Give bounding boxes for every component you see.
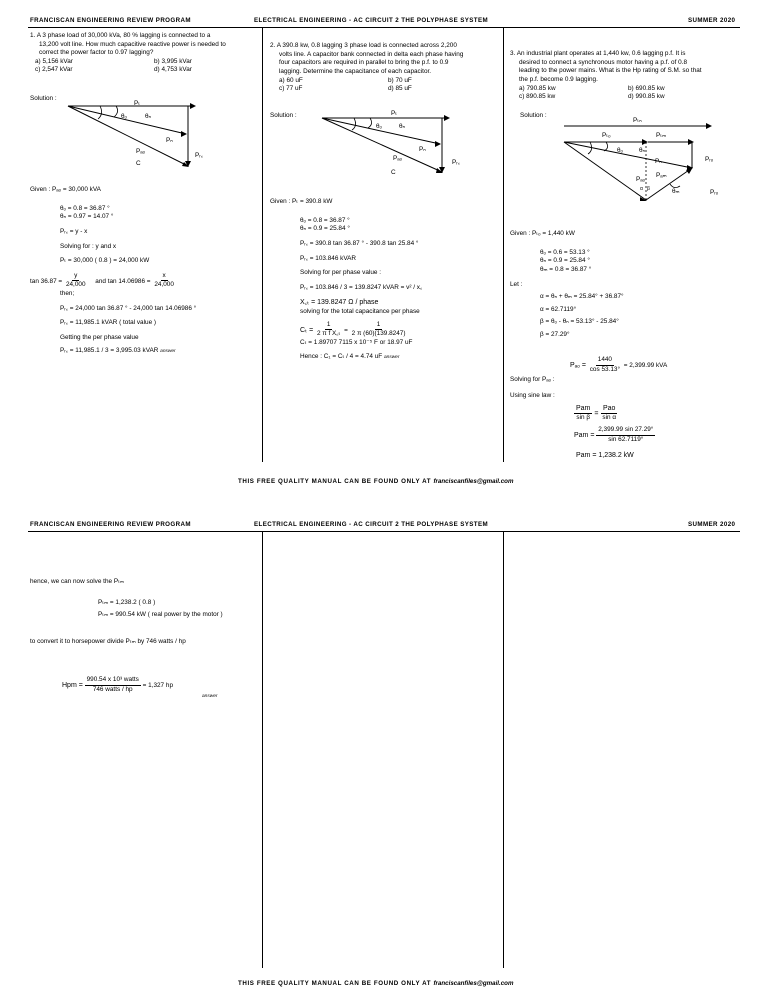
solution-label-2: Solution : — [270, 112, 297, 119]
equation-line: θₒ = 0.8 = 36.87 ° — [60, 204, 110, 212]
final-equation: Hence : C₁ = Cₜ / 4 = 4.74 uF — [300, 353, 383, 361]
diagram-label-alpha: α — [640, 186, 643, 192]
tan-equation — [30, 272, 258, 290]
denominator: 24,000 — [65, 281, 86, 289]
fraction — [350, 321, 408, 339]
equation-line: Pₜₘ = 1,238.2 ( 0.8 ) — [98, 598, 156, 606]
equation-line: Pₜₘ = 990.54 kW ( real power by the motor ) — [98, 611, 223, 619]
diagram-label-pao: Pₐₒ — [636, 176, 646, 183]
diagram-label-theta-m: θₘ — [672, 188, 680, 195]
equation-line: Pᵣ꜀ = y - x — [60, 227, 88, 235]
problem-2 — [270, 42, 498, 93]
fraction — [315, 321, 342, 339]
denominator: 2 π f X꜀ₜ — [316, 330, 341, 338]
diagram-label-pn: Pₙ — [419, 146, 426, 153]
problem-2-solution — [270, 198, 498, 362]
numerator: x — [161, 272, 168, 282]
fraction — [152, 272, 176, 290]
diagram-label-pn: Pₙ — [655, 158, 662, 165]
equation-line: Solving for : y and x — [60, 242, 117, 250]
then-line: then; — [60, 290, 75, 298]
diagram-label-theta-n: θₙ — [639, 147, 646, 154]
final-equation: Pᵣ꜀ = 11,985.1 / 3 = 3,995.03 kVAR — [60, 346, 159, 354]
equation-line: X꜀ₜ = 139.8247 Ω / phase — [300, 299, 379, 307]
cf-equals: = — [344, 326, 348, 334]
hp-result: = 1,327 hp — [142, 681, 173, 689]
problem-3 — [510, 50, 738, 101]
given-line: Given : Pₜ = 390.8 kW — [270, 198, 333, 205]
question-line: 3. An industrial plant operates at 1,440 kw, 0.6 lagging p.f. It is — [510, 50, 686, 57]
numerator: 990.54 x 10³ watts — [85, 676, 141, 686]
equation-line: θₙ = 0.9 = 25.84 ° — [540, 257, 590, 265]
equation-line: Pᵣ꜀ = 390.8 tan 36.87 ° - 390.8 tan 25.84 ° — [300, 239, 419, 247]
choice-a: a) 5,156 kVar — [35, 57, 73, 65]
cf-left: Cₜ = — [300, 326, 314, 334]
equation-line: Pᵣ꜀ = 24,000 tan 36.87 ° - 24,000 tan 14.06986 ° — [60, 304, 197, 312]
diagram-label-pao: Pₐₒ — [393, 155, 403, 162]
equation-line: θₘ = 0.8 = 36.87 ° — [540, 265, 592, 273]
column-divider-2 — [503, 28, 504, 462]
numerator: Pao — [601, 404, 617, 414]
fraction — [588, 356, 622, 374]
equation-line: θₙ = 0.9 = 25.84 ° — [300, 225, 350, 233]
equation-line: Pᵣ꜀ = 11,985.1 kVAR ( total value ) — [60, 319, 157, 327]
equation-line: θₒ = 0.8 = 36.87 ° — [300, 216, 350, 224]
question-line: lagging. Determine the capacitance of each capacitor. — [279, 67, 432, 75]
power-triangle-diagram-2 — [318, 112, 478, 182]
numerator: Pam — [574, 404, 592, 414]
numerator: 1 — [325, 321, 333, 331]
equation-line: Cₜ = 1.89707 7115 x 10⁻⁵ F or 18.97 uF — [300, 338, 413, 346]
denominator: sin β — [576, 414, 591, 422]
capacitance-equation — [270, 321, 498, 339]
choice-a: a) 790.85 kw — [519, 84, 556, 92]
question-line: volts line. A capacitor bank connected in delta each phase having — [279, 50, 464, 58]
diagram-label-theta-n: θₙ — [399, 123, 406, 130]
footer-text: THIS FREE QUALITY MANUAL CAN BE FOUND ONLY AT — [238, 478, 432, 485]
column-divider-3 — [262, 532, 263, 968]
hp-left: Hpm = — [62, 681, 83, 689]
choice-c: c) 2,547 kVar — [35, 65, 73, 73]
diagram-label-ptm: Pₜₘ — [656, 132, 667, 139]
pam-equation — [574, 426, 655, 444]
tan-left: tan 36.87 = — [30, 277, 63, 285]
answer-label: answer — [202, 694, 218, 699]
equation-line: β = θₒ - θₙ = 53.13° - 25.84° — [540, 318, 619, 326]
header-left: FRANCISCAN ENGINEERING REVIEW PROGRAM — [30, 17, 191, 24]
diagram-label-pt: Pₜ — [134, 100, 141, 107]
diagram-label-beta: β — [647, 186, 650, 192]
diagram-label-pro: Pᵣₒ — [705, 156, 714, 163]
equation-line: Pᵣ꜀ = 103.846 kVAR — [300, 254, 357, 262]
equation-line: θₙ = 0.97 = 14.07 ° — [60, 213, 114, 221]
diagram-label-pam: Pₐₘ — [656, 172, 667, 179]
choice-d: d) 85 uF — [388, 84, 412, 92]
equation-line: α = θₙ + θₘ = 25.84° + 36.87° — [540, 293, 624, 301]
header-left-2: FRANCISCAN ENGINEERING REVIEW PROGRAM — [30, 521, 191, 528]
question-line: correct the power factor to 0.97 lagging? — [39, 49, 154, 57]
solving-line: Solving for Pₐₒ : — [510, 376, 555, 383]
denominator: 2 π (60)(139.8247) — [351, 330, 406, 338]
equation-line: Pᵣ꜀ = 103.846 / 3 = 139.8247 kVAR = v² / x꜀ — [300, 283, 423, 291]
equation-line: Getting the per phase value — [60, 334, 139, 342]
fraction — [85, 676, 141, 694]
header-right: SUMMER 2020 — [688, 17, 736, 24]
equation-line: hence, we can now solve the Pₜₘ — [30, 578, 124, 585]
diagram-label-theta-n: θₙ — [145, 113, 152, 120]
question-line: the p.f. become 0.9 lagging. — [519, 75, 598, 83]
equation-line — [270, 353, 498, 362]
fraction — [574, 404, 592, 423]
given-line: Given : Pₐₒ = 30,000 kVA — [30, 186, 101, 193]
pao-result: = 2,399.99 kVA — [623, 361, 668, 369]
denominator: cos 53.13° — [589, 365, 621, 373]
pao-left: Pₐₒ = — [570, 361, 586, 369]
fraction — [64, 272, 88, 290]
diagram-label-pao: Pₐₒ — [136, 148, 146, 155]
equation-line: solving for the total capacitance per phase — [300, 307, 420, 315]
answer-label: answer — [383, 355, 400, 361]
equation-line: θₒ = 0.6 = 53.13 ° — [540, 248, 590, 256]
choice-b: b) 70 uF — [388, 76, 412, 84]
pao-equation — [570, 356, 667, 374]
fraction — [596, 426, 655, 444]
header-right-2: SUMMER 2020 — [688, 521, 736, 528]
diagram-label-pn: Pₙ — [166, 137, 173, 144]
header-rule — [28, 27, 740, 28]
equation-line — [30, 347, 258, 356]
sine-law-line: Using sine law : — [510, 392, 555, 399]
fraction — [600, 404, 618, 423]
column-divider-1 — [262, 28, 263, 462]
diagram-label-theta-o: θₒ — [376, 123, 382, 130]
footer-1 — [238, 478, 513, 486]
diagram-label-pt: Pₜ — [391, 110, 398, 117]
choice-b: b) 3,995 kVar — [154, 57, 192, 65]
numerator: 1440 — [596, 356, 614, 366]
denominator: 24,000 — [154, 281, 174, 289]
header-rule-2 — [28, 531, 740, 532]
answer-label: answer — [160, 348, 176, 354]
numerator: 1 — [375, 321, 383, 331]
equation-line: β = 27.29° — [540, 331, 570, 339]
question-line: 13,200 volt line. How much capacitive reactive power is needed to — [39, 40, 226, 48]
choice-c: c) 890.85 kw — [519, 92, 556, 100]
sine-law-equation — [574, 404, 618, 423]
header-center-2: ELECTRICAL ENGINEERING - AC CIRCUIT 2 THE POLYPHASE SYSTEM — [254, 521, 489, 528]
diagram-label-prc: Pᵣ꜀ — [195, 152, 204, 159]
denominator: sin α — [602, 414, 617, 422]
tan-and: and tan 14.06986 = — [95, 277, 151, 285]
footer-email: franciscanfiles@gmail.com — [433, 478, 514, 485]
choice-b: b) 690.85 kw — [628, 84, 665, 92]
footer-text: THIS FREE QUALITY MANUAL CAN BE FOUND ONLY AT — [238, 980, 432, 987]
problem-1 — [30, 32, 258, 74]
sl-equals: = — [594, 410, 599, 418]
problem-3-solution — [510, 230, 738, 340]
footer-2 — [238, 980, 513, 988]
solution-label-3: Solution : — [520, 112, 547, 119]
diagram-label-pto: Pₜₒ — [602, 132, 611, 139]
choice-c: c) 77 uF — [279, 84, 303, 92]
denominator: sin 62.7119° — [608, 435, 644, 443]
pam-left: Pam = — [574, 431, 595, 439]
choice-a: a) 60 uF — [279, 76, 303, 84]
question-line: four capacitors are required in parallel to bring the p.f. to 0.9 — [279, 59, 449, 67]
let-line: Let : — [510, 280, 523, 288]
question-line: desired to connect a synchronous motor having a p.f. of 0.8 — [519, 58, 688, 66]
diagram-label-theta-o: θₒ — [617, 147, 623, 154]
problem-3-continued — [30, 578, 258, 647]
equation-line: Solving for per phase value : — [300, 269, 381, 277]
equation-line: to convert it to horsepower divide Pₜₘ by 746 watts / hp — [30, 637, 186, 645]
equation-line: Pₜ = 30,000 ( 0.8 ) = 24,000 kW — [60, 257, 150, 265]
equation-line: α = 62.7119° — [540, 305, 577, 313]
hp-equation — [62, 676, 173, 694]
footer-email: franciscanfiles@gmail.com — [433, 980, 514, 987]
diagram-label-prc: Pᵣ꜀ — [452, 159, 461, 166]
problem-1-solution — [30, 186, 258, 355]
pam-result: Pam = 1,238.2 kW — [576, 452, 634, 459]
solution-label-1: Solution : — [30, 95, 57, 102]
diagram-label-ptn: Pₜₙ — [633, 117, 642, 124]
question-line: leading to the power mains. What is the Hp rating of S.M. so that — [519, 67, 702, 75]
numerator: y — [72, 272, 79, 282]
given-line: Given : Pₜₒ = 1,440 kW — [510, 230, 575, 237]
numerator: 2,399.99 sin 27.29° — [596, 426, 655, 436]
denominator: 746 watts / hp — [92, 685, 133, 693]
choice-d: d) 4,753 kVar — [154, 65, 192, 73]
question-line: 1. A 3 phase load of 30,000 kVa, 80 % lagging is connected to a — [30, 32, 211, 39]
column-divider-4 — [503, 532, 504, 968]
choice-d: d) 990.85 kw — [628, 92, 665, 100]
question-line: 2. A 390.8 kw, 0.8 lagging 3 phase load is connected across 2,200 — [270, 42, 457, 49]
diagram-label-c: C — [391, 169, 396, 176]
diagram-label-theta-o: θₒ — [121, 113, 127, 120]
diagram-label-c: C — [136, 160, 141, 167]
diagram-label-pro-2: Pᵣₒ — [710, 189, 719, 196]
header-center: ELECTRICAL ENGINEERING - AC CIRCUIT 2 THE POLYPHASE SYSTEM — [254, 17, 489, 24]
